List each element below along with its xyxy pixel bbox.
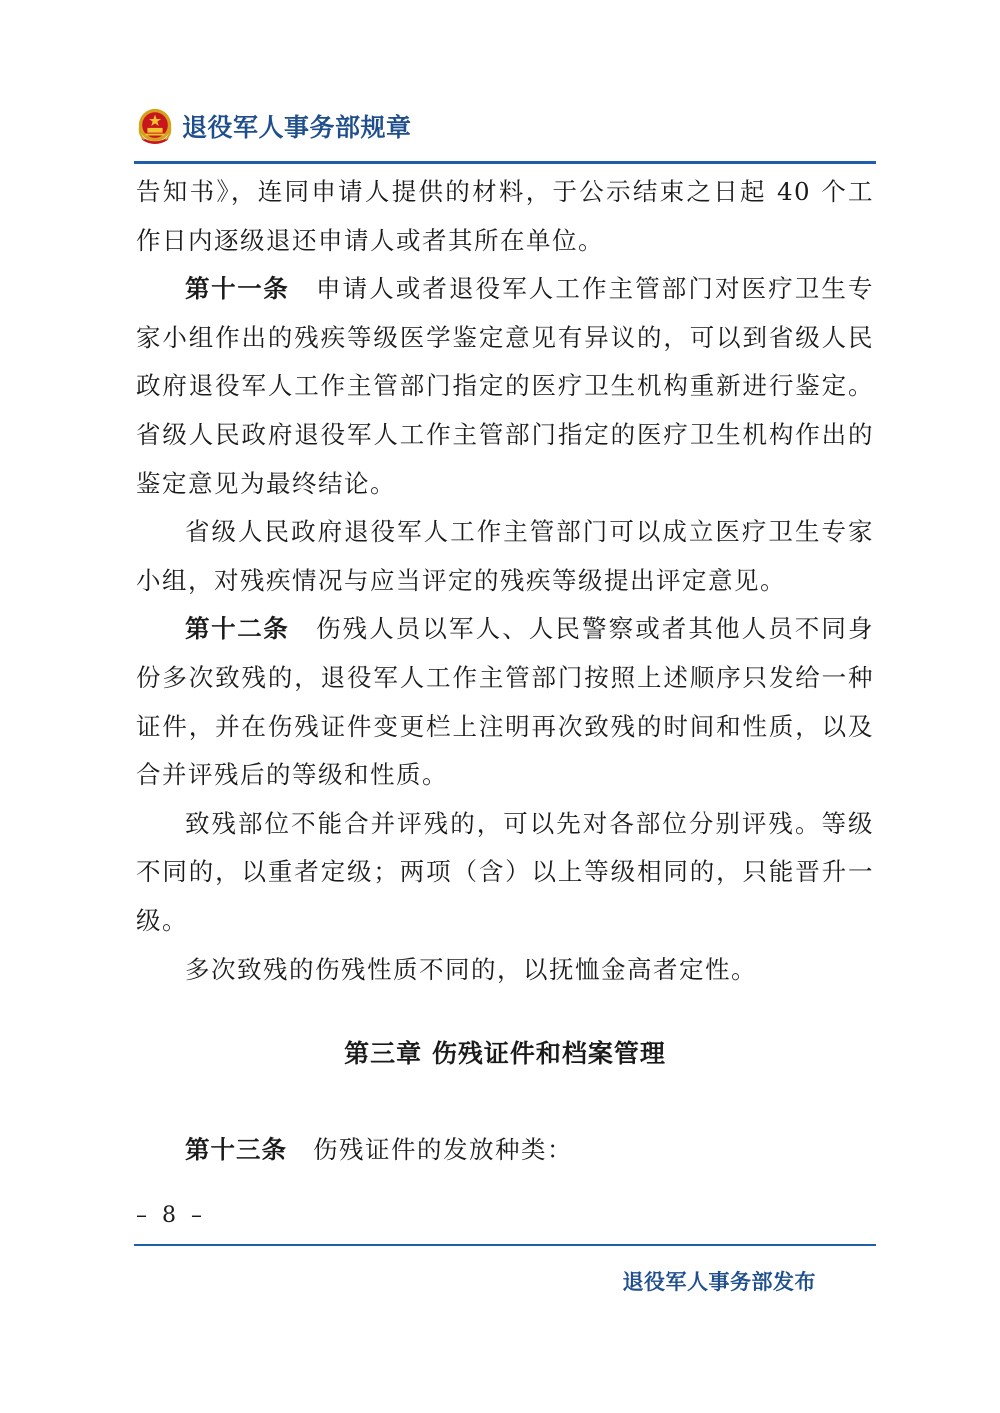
national-emblem-icon: [136, 106, 174, 146]
paragraph-text: 告知书》，连同申请人提供的材料，于公示结束之日起 40 个工作日内逐级退还申请人或者其所在单位。: [136, 177, 874, 255]
header-title: 退役军人事务部规章: [182, 113, 412, 142]
document-header: [136, 106, 412, 146]
footer-divider: [134, 1244, 876, 1246]
paragraph-text: 伤残证件的发放种类：: [313, 1135, 573, 1164]
article-number: 第十一条: [185, 274, 290, 304]
paragraph-text: 致残部位不能合并评残的，可以先对各部位分别评残。等级不同的，以重者定级；两项（含）以上等级相同的，只能晋升一级。: [136, 808, 874, 935]
paragraph-text: 多次致残的伤残性质不同的，以抚恤金高者定性。: [185, 954, 757, 984]
document-body: [136, 168, 874, 994]
header-divider: [134, 161, 876, 164]
article-number: 第十二条: [185, 614, 290, 644]
paragraph-text: 省级人民政府退役军人工作主管部门可以成立医疗卫生专家小组，对残疾情况与应当评定的残疾等级提出评定意见。: [136, 517, 874, 595]
chapter-title: 第三章 伤残证件和档案管理: [344, 1039, 666, 1068]
paragraph-article-11: [136, 265, 874, 508]
paragraph-continuation: [136, 168, 874, 265]
paragraph-article-12: [136, 605, 874, 799]
paragraph-text: 伤残人员以军人、人民警察或者其他人员不同身份多次致残的，退役军人工作主管部门按照上述顺序只发给一种证件，并在伤残证件变更栏上注明再次致残的时间和性质，以及合并评残后的等级和性质。: [136, 614, 875, 790]
paragraph-article-13: [136, 1126, 874, 1175]
paragraph: [136, 946, 874, 995]
paragraph: [136, 1126, 874, 1175]
paragraph-text: 申请人或者退役军人工作主管部门对医疗卫生专家小组作出的残疾等级医学鉴定意见有异议的，可以到省级人民政府退役军人工作主管部门指定的医疗卫生机构重新进行鉴定。省级人民政府退役军人工作主管部门指定的医疗卫生机构作出的鉴定意见为最终结论。: [136, 274, 875, 498]
article-number: 第十三条: [185, 1135, 287, 1164]
footer-publisher: 退役军人事务部发布: [622, 1270, 816, 1294]
page-number: – 8 –: [136, 1203, 206, 1228]
paragraph: [136, 800, 874, 946]
paragraph: [136, 508, 874, 605]
